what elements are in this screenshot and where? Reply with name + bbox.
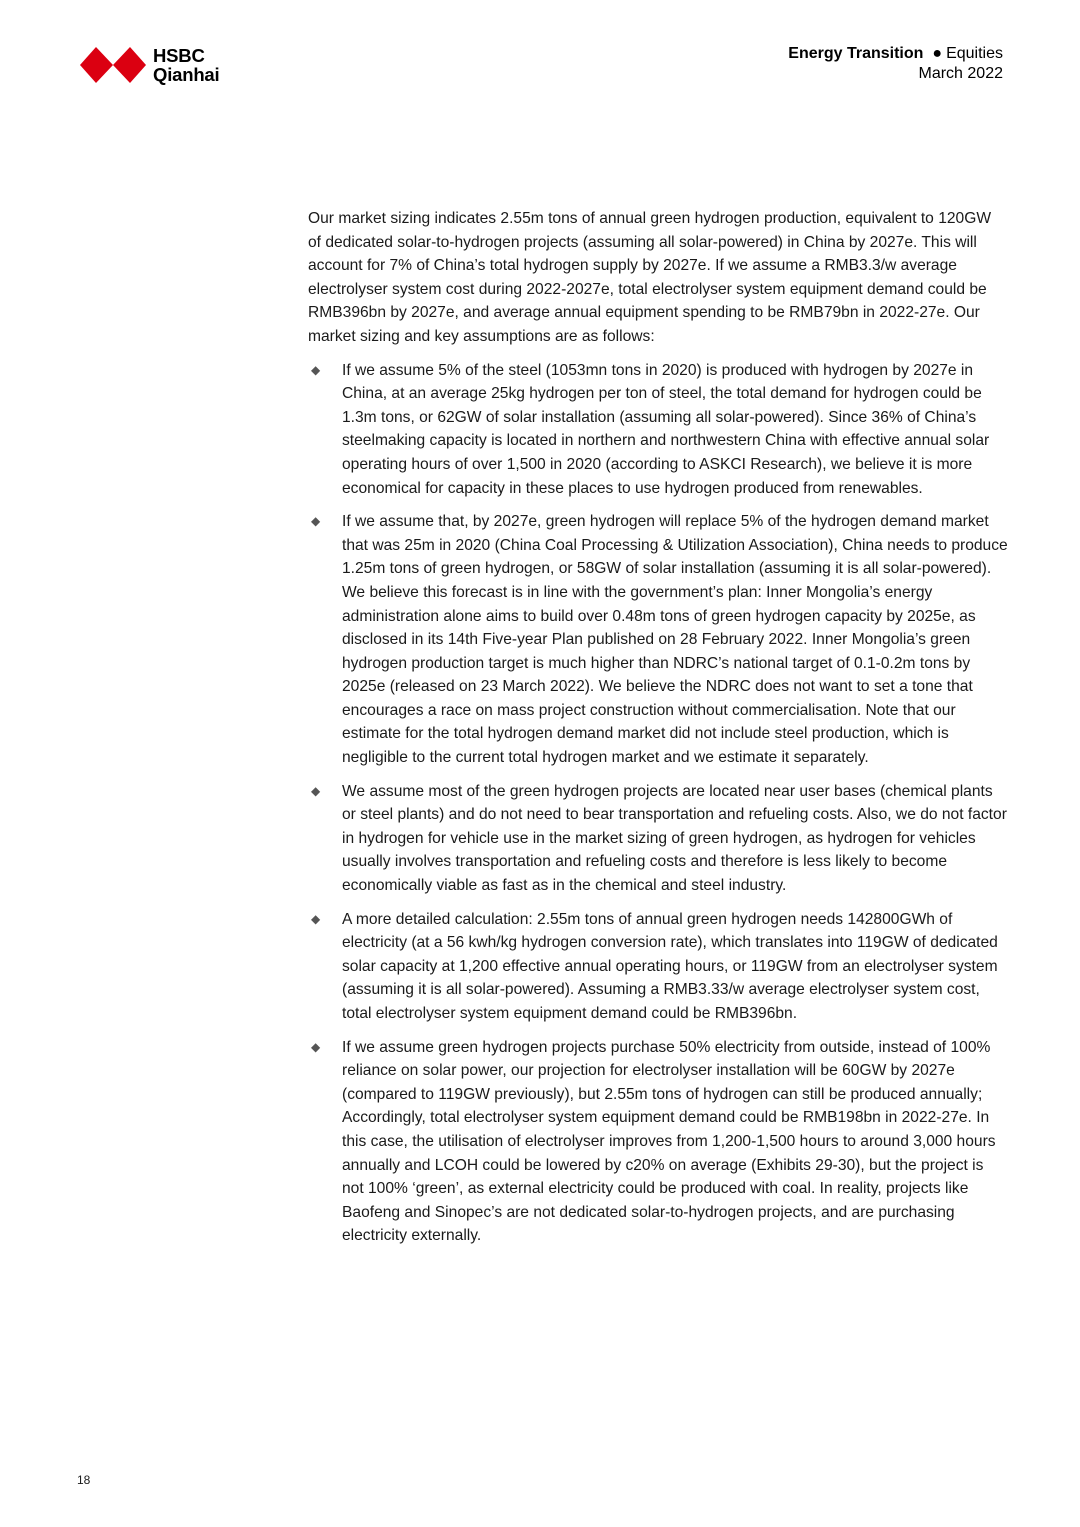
list-item-text: If we assume green hydrogen projects purchase 50% electricity from outside, instead of 100% reliance on solar power, our projection for electrolyser installation will be 60GW by 2027e (compared to 119GW previously), but 2.55m tons of hydrogen can still be produced annually; Accordingly, total electrolyser system equipment demand could be RMB198bn in 2022-27e. In this case, the utilisation of electrolyser improves from 1,200-1,500 hours to around 3,000 hours annually and LCOH could be lowered by c20% on average (Exhibits 29-30), but the project is not 100% ‘green’, as external electricity could be produced with coal. In reality, projects like Baofeng and Sinopec’s are not dedicated solar-to-hydrogen projects, and are purchasing electricity externally. [342, 1038, 996, 1245]
hsbc-qianhai-logo [80, 46, 219, 84]
report-header-line1 [788, 44, 1003, 64]
report-section: Equities [946, 45, 1003, 62]
intro-paragraph: Our market sizing indicates 2.55m tons of annual green hydrogen production, equivalent to 120GW of dedicated solar-to-hydrogen projects (assuming all solar-powered) in China by 2027e. This will account for 7% of China’s total hydrogen supply by 2027e. If we assume a RMB3.3/w average electrolyser system cost during 2022-2027e, total electrolyser system equipment demand could be RMB396bn by 2027e, and average annual equipment spending to be RMB79bn in 2022-27e. Our market sizing and key assumptions are as follows: [308, 210, 992, 345]
page-number: 18 [77, 1473, 91, 1487]
list-item-text: If we assume 5% of the steel (1053mn tons in 2020) is produced with hydrogen by 2027e in China, at an average 25kg hydrogen per ton of steel, the total demand for hydrogen could be 1.3m tons, or 62GW of solar installation (assuming all solar-powered). Since 36% of China’s steelmaking capacity is located in northern and northwestern China with effective annual solar operating hours of over 1,500 in 2020 (according to ASKCI Research), we believe it is more economical for capacity in these places to use hydrogen produced from renewables. [342, 361, 990, 497]
list-item [308, 510, 1008, 770]
list-item-text: A more detailed calculation: 2.55m tons of annual green hydrogen needs 142800GWh of electricity (at a 56 kwh/kg hydrogen conversion rate), which translates into 119GW of dedicated solar capacity at 1,200 effective annual operating hours, or 119GW from an electrolyser system (assuming it is all solar-powered). Assuming a RMB3.33/w average electrolyser system cost, total electrolyser system equipment demand could be RMB396bn. [342, 910, 998, 1022]
assumptions-list [308, 359, 1008, 1248]
list-item-text: If we assume that, by 2027e, green hydrogen will replace 5% of the hydrogen demand market that was 25m in 2020 (China Coal Processing & Utilization Association), China needs to produce 1.25m tons of green hydrogen, or 58GW of solar installation (assuming it is all solar-powered). We believe this forecast is in line with the government’s plan: Inner Mongolia’s energy administration alone aims to build over 0.48m tons of green hydrogen capacity by 2025e, as disclosed in its 14th Five-year Plan published on 28 February 2022. Inner Mongolia’s green hydrogen production target is much higher than NDRC’s national target of 0.1-0.2m tons by 2025e (released on 23 March 2022). We believe the NDRC does not want to set a tone that encourages a race on mass project construction without commercialisation. Note that our estimate for the total hydrogen demand market did not include steel production, which is negligible to the current total hydrogen market and we estimate it separately. [342, 513, 1008, 767]
diamond-icon: ◆ [311, 362, 321, 377]
diamond-icon: ◆ [311, 783, 321, 798]
diamond-icon: ◆ [311, 514, 321, 529]
report-header [788, 44, 1003, 84]
report-series: Energy Transition [788, 45, 924, 62]
body-content [308, 207, 1008, 1258]
header-dot-icon: ● [932, 45, 943, 62]
report-date: March 2022 [918, 65, 1003, 82]
diamond-icon: ◆ [311, 911, 321, 926]
list-item [308, 908, 1008, 1026]
logo-wordmark [153, 46, 219, 84]
diamond-icon: ◆ [311, 1039, 321, 1054]
list-item [308, 1036, 1008, 1248]
logo-line-hsbc: HSBC [153, 45, 205, 66]
logo-line-qianhai: Qianhai [153, 64, 220, 85]
list-item [308, 780, 1008, 898]
hsbc-hexagon-icon [80, 47, 146, 83]
list-item-text: We assume most of the green hydrogen projects are located near user bases (chemical plants or steel plants) and do not need to bear transportation and refueling costs. Also, we do not factor in hydrogen for vehicle use in the market sizing of green hydrogen, as hydrogen for vehicles usually involves transportation and refueling costs and therefore is less likely to become economically viable as fast as in the chemical and steel industry. [342, 782, 1007, 895]
list-item [308, 359, 1008, 501]
